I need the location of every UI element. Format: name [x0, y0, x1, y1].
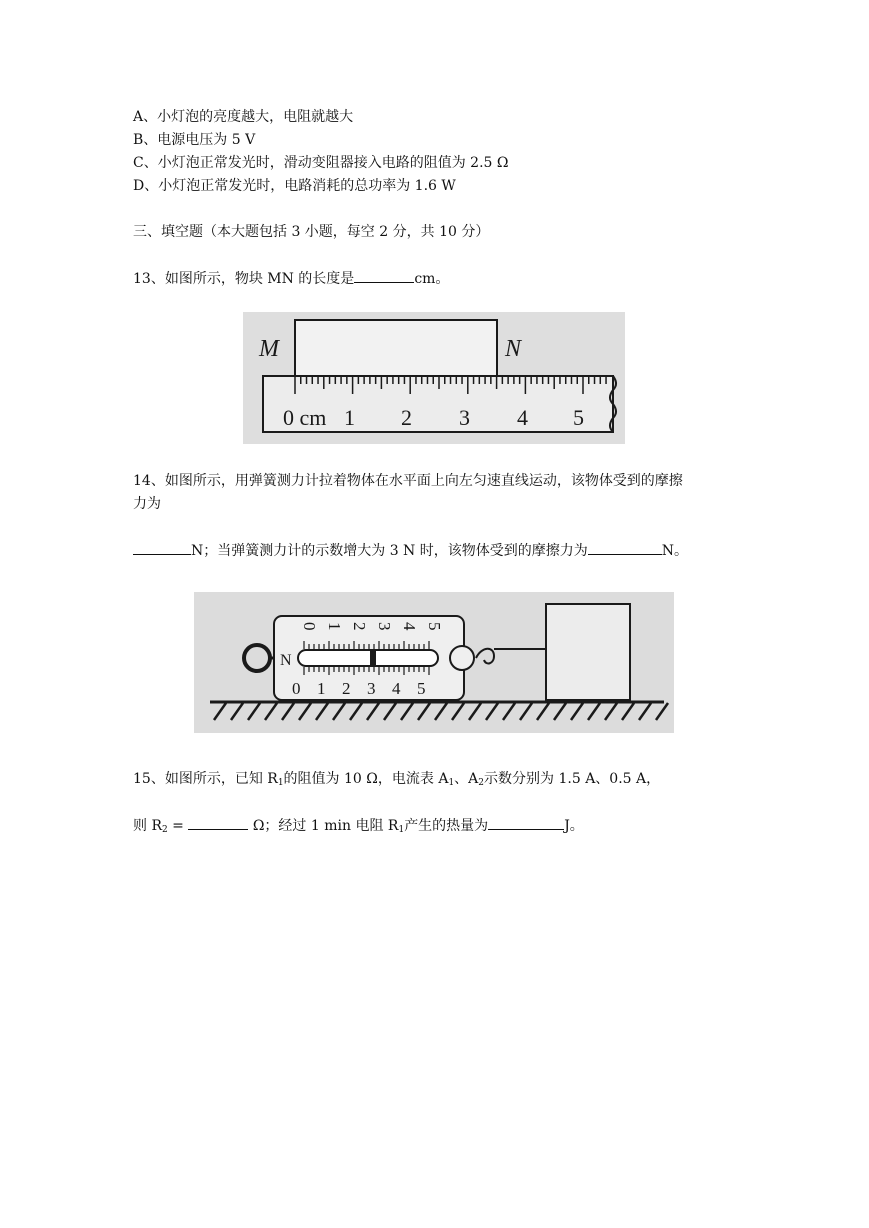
ruler-figure	[243, 312, 625, 444]
scale-top-number-1: 1	[325, 622, 344, 631]
scale-top-number-3: 3	[375, 622, 394, 631]
scale-top-number-4: 4	[400, 622, 419, 631]
scale-bottom-number-5: 5	[417, 679, 426, 698]
question-13	[133, 268, 449, 289]
answer-blank[interactable]	[133, 540, 191, 555]
q15-text-d: 示数分别为 1.5 A、0.5 A，	[484, 771, 661, 787]
scale-top-number-5: 5	[425, 622, 444, 631]
scale-unit-label: N	[280, 652, 292, 669]
option-c: C、小灯泡正常发光时，滑动变阻器接入电路的阻值为 2.5 Ω	[133, 155, 509, 171]
q15-text-h: 产生的热量为	[404, 818, 489, 834]
block-mn	[295, 320, 497, 376]
scale-pointer	[370, 650, 376, 666]
scale-bottom-number-1: 1	[317, 679, 326, 698]
answer-blank[interactable]	[588, 540, 662, 555]
a1-subscript: 1	[448, 778, 455, 788]
q15-text-g: Ω；经过 1 min 电阻 R	[248, 818, 399, 834]
scale-bottom-number-4: 4	[392, 679, 401, 698]
tick-label-0: 0 cm	[283, 405, 327, 430]
q13-text: 13、如图所示，物块 MN 的长度是	[133, 271, 355, 287]
tick-label-5: 5	[573, 405, 584, 430]
question-14-line3	[133, 540, 688, 561]
scale-top-number-2: 2	[350, 622, 369, 631]
tick-label-3: 3	[459, 405, 470, 430]
scale-top-number-0: 0	[300, 622, 319, 631]
q15-text-e: 则 R	[133, 818, 162, 834]
question-15-line1	[133, 769, 660, 793]
option-a: A、小灯泡的亮度越大，电阻就越大	[133, 109, 354, 125]
q13-unit: cm。	[414, 271, 450, 287]
label-m: M	[259, 336, 279, 362]
r2-subscript: 2	[162, 825, 168, 835]
scale-bottom-number-0: 0	[292, 679, 301, 698]
q15-text-i: J。	[564, 818, 584, 834]
scale-bottom-number-2: 2	[342, 679, 351, 698]
tick-label-2: 2	[401, 405, 412, 430]
q14-end: N。	[661, 543, 689, 559]
q14-mid: N；当弹簧测力计的示数增大为 3 N 时，该物体受到的摩擦力为	[191, 543, 588, 559]
answer-blank[interactable]	[488, 815, 564, 830]
q15-text-a: 15、如图所示，已知 R	[133, 771, 278, 787]
option-d: D、小灯泡正常发光时，电路消耗的总功率为 1.6 W	[133, 178, 456, 194]
question-14-line2: 力为	[133, 496, 161, 512]
r1-subscript: 1	[277, 778, 284, 788]
q15-text-b: 的阻值为 10 Ω，电流表 A	[283, 771, 449, 787]
option-b: B、电源电压为 5 V	[133, 132, 256, 148]
tick-label-1: 1	[344, 405, 355, 430]
label-n: N	[505, 336, 522, 362]
question-15-line2	[133, 815, 584, 840]
q15-text-f: =	[167, 818, 189, 834]
question-14-line1: 14、如图所示，用弹簧测力计拉着物体在水平面上向左匀速直线运动，该物体受到的摩擦	[133, 473, 683, 489]
scale-slot	[298, 650, 438, 666]
q15-text-c: 、A	[454, 771, 479, 787]
answer-blank[interactable]	[188, 815, 248, 830]
spring-scale-figure	[194, 592, 674, 733]
a2-subscript: 2	[478, 778, 485, 788]
scale-bottom-number-3: 3	[367, 679, 376, 698]
answer-blank[interactable]	[354, 268, 414, 283]
tick-label-4: 4	[517, 405, 528, 430]
section-title: 三、填空题（本大题包括 3 小题，每空 2 分，共 10 分）	[133, 224, 490, 240]
r1-subscript: 1	[398, 825, 405, 835]
scale-end-knob	[450, 646, 474, 670]
pulled-block	[546, 604, 630, 700]
